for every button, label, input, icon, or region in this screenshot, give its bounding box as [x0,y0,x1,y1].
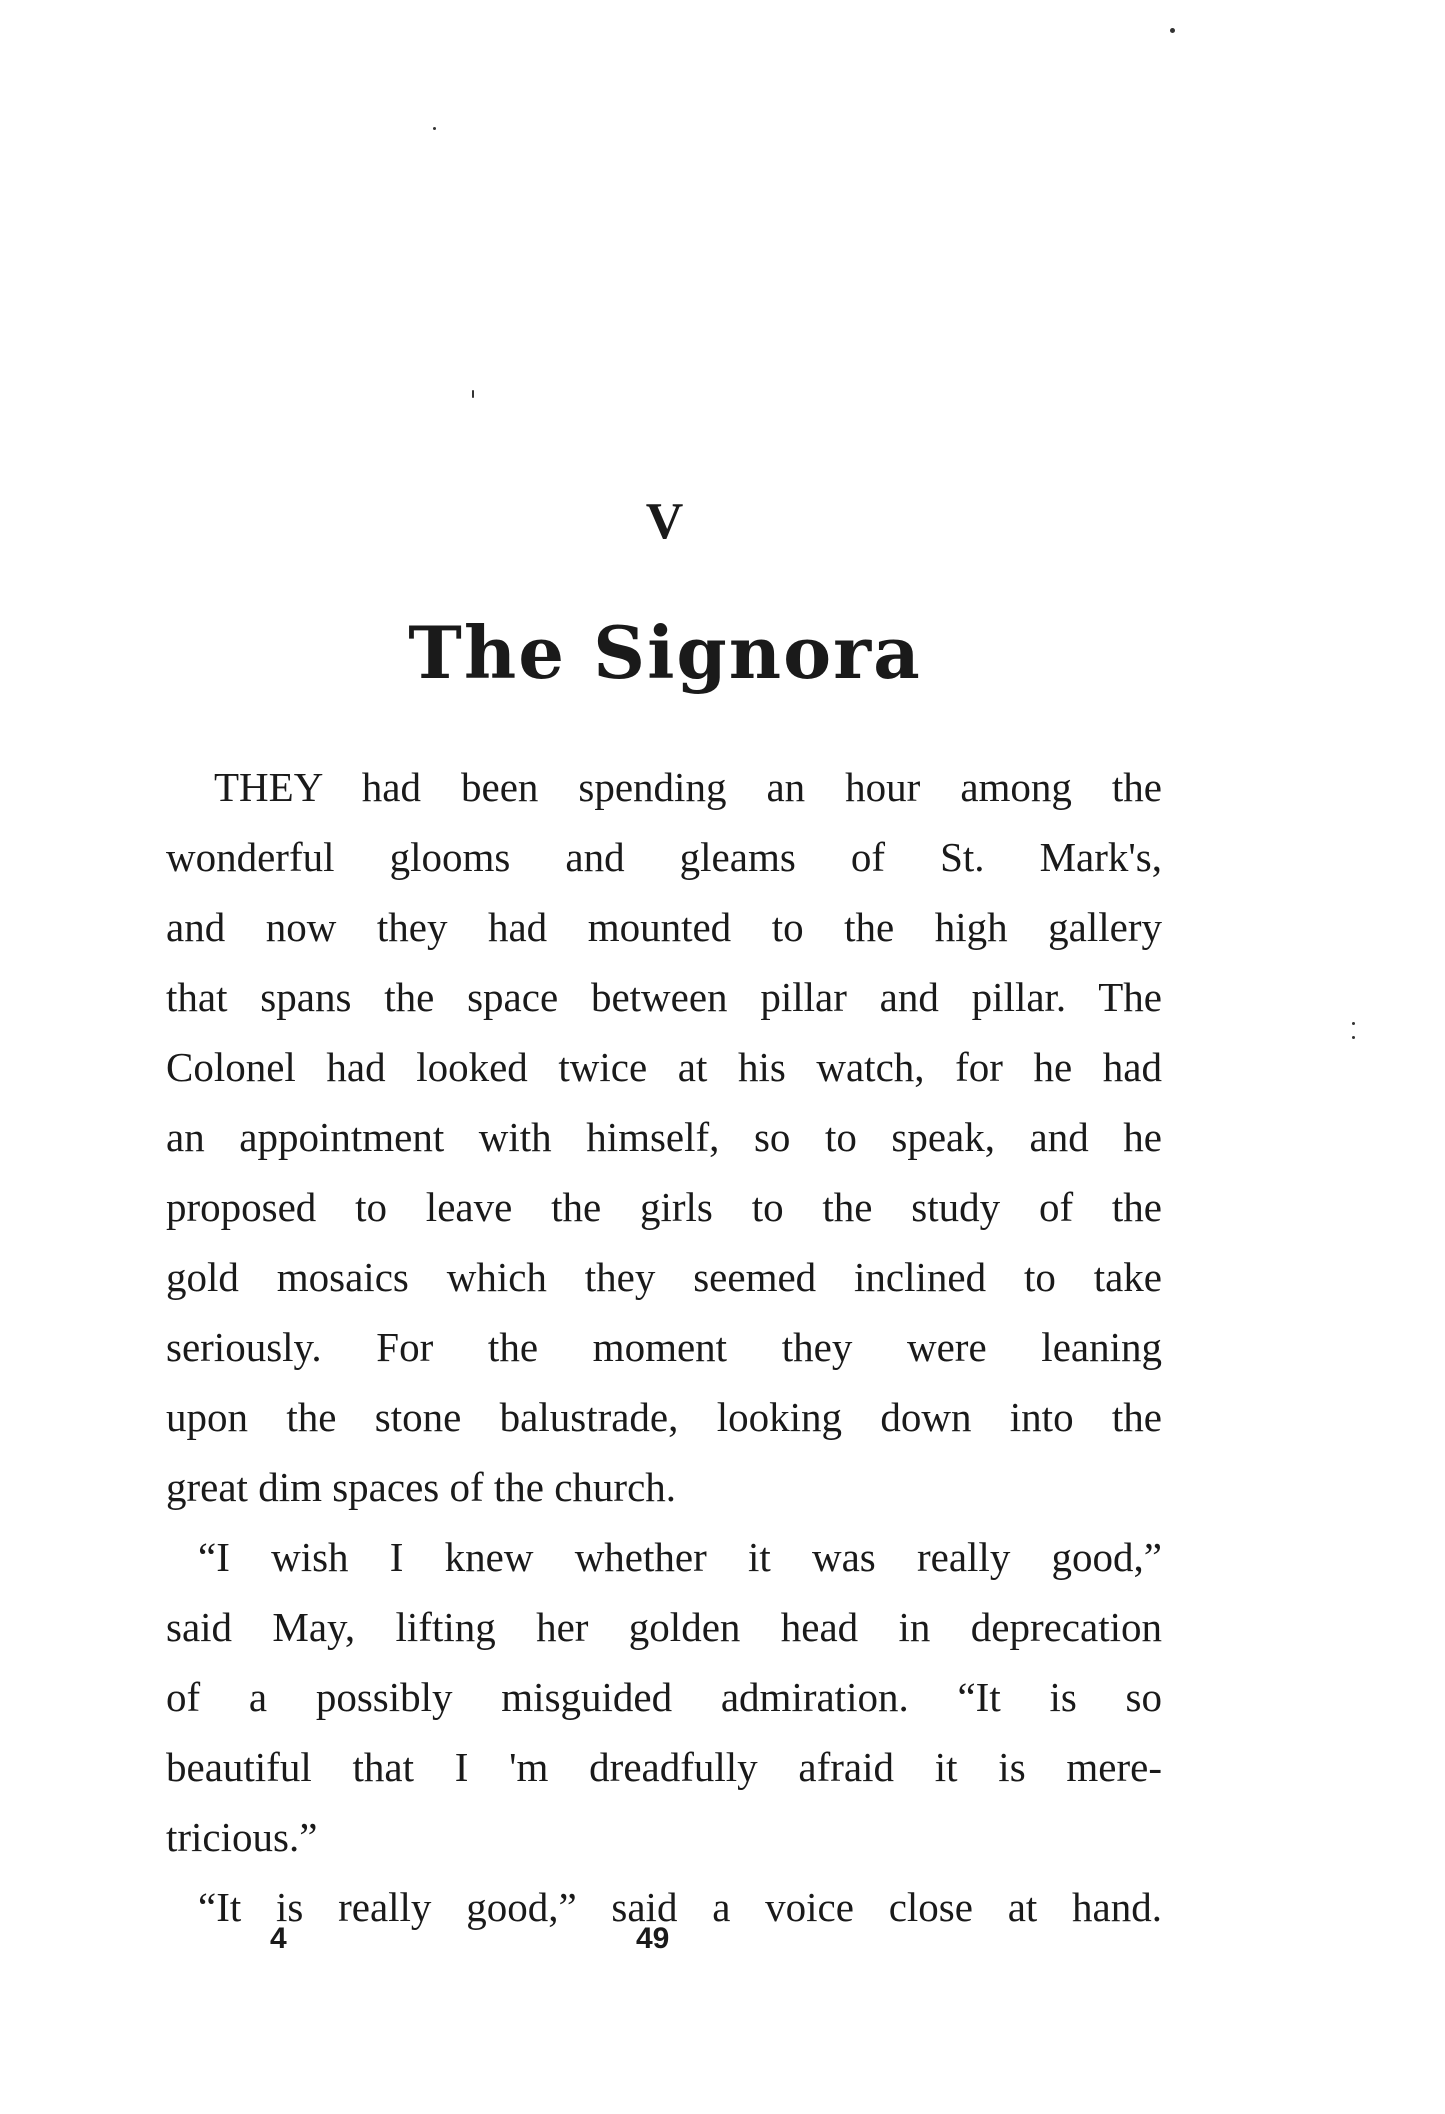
text-line: and now they had mounted to the high gallery [166,904,1162,950]
chapter-title: The Signora [408,610,922,695]
dust-speck [1352,1022,1355,1025]
text-line: said May, lifting her golden head in deprecation [166,1604,1162,1650]
text-line: tricious.” [166,1814,318,1860]
text-line: an appointment with himself, so to speak, and he [166,1114,1162,1160]
dust-speck [1170,28,1175,33]
page-number: 49 [636,1922,670,1955]
dust-speck [1352,1036,1355,1039]
text-line: “It is really good,” said a voice close at hand. [198,1884,1162,1930]
text-line: of a possibly misguided admiration. “It is so [166,1674,1162,1720]
text-line: seriously. For the moment they were leaning [166,1324,1162,1370]
text-line: proposed to leave the girls to the study of the [166,1184,1162,1230]
text-line: that spans the space between pillar and pillar. The [166,974,1162,1020]
text-line: gold mosaics which they seemed inclined to take [166,1254,1162,1300]
signature-mark: 4 [270,1922,287,1955]
page-footer [0,1922,1445,1982]
text-line: THEY had been spending an hour among the [214,764,1162,810]
chapter-number: V [645,493,685,550]
dust-speck [472,390,474,398]
text-line: great dim spaces of the church. [166,1464,677,1510]
text-line: upon the stone balustrade, looking down into the [166,1394,1162,1440]
text-line: beautiful that I 'm dreadfully afraid it is mere- [166,1744,1162,1790]
text-line: Colonel had looked twice at his watch, for he had [166,1044,1162,1090]
paragraph [166,752,1162,1522]
dust-speck [433,127,436,130]
text-line: wonderful glooms and gleams of St. Mark's, [166,834,1162,880]
text-line: “I wish I knew whether it was really good,” [198,1534,1162,1580]
paragraph [166,1522,1162,1872]
